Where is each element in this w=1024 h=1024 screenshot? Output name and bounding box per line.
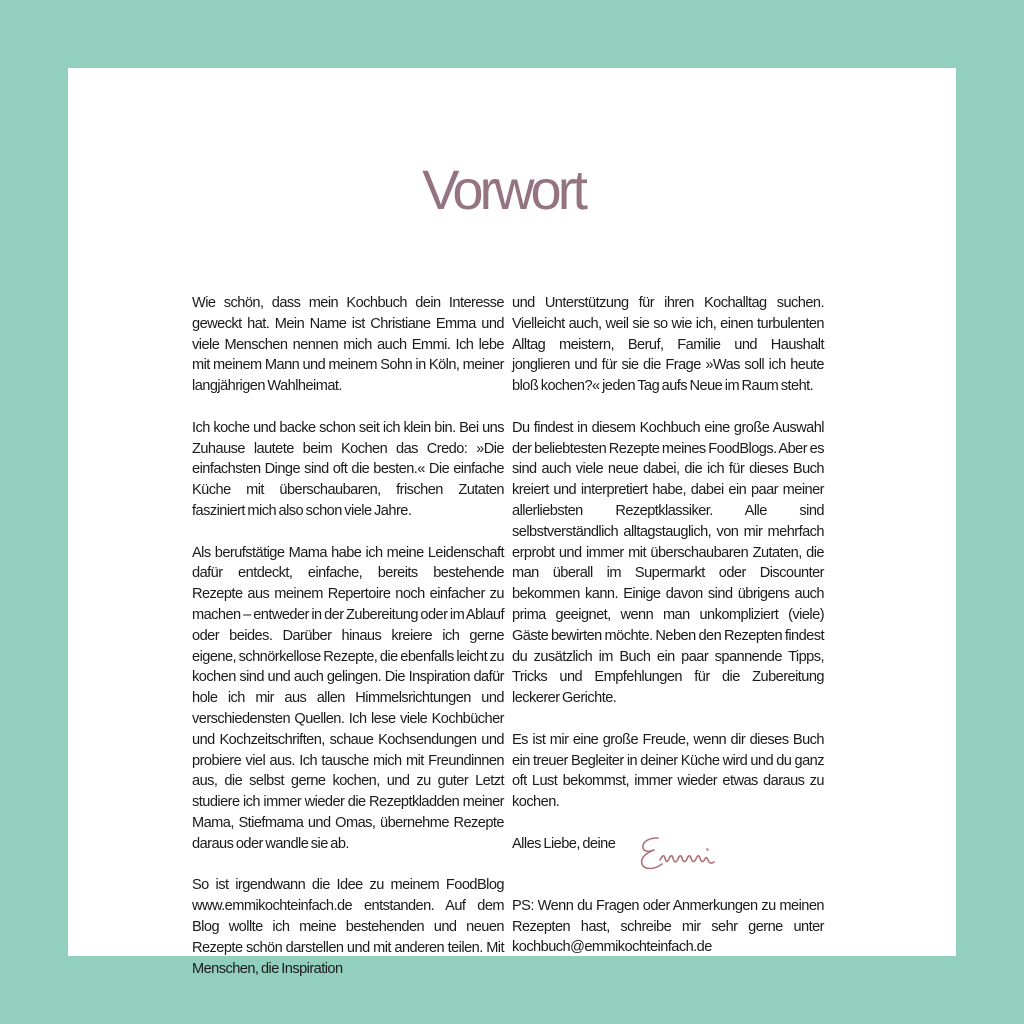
left-column bbox=[192, 293, 504, 1000]
paragraph-selection: Du findest in diesem Kochbuch eine große Auswahl der beliebtesten Rezepte meines FoodBlogs. Aber es sind auch viele neue dabei, die ich für dieses Buch kreiert und interpretiert habe, dabei ein paar meiner allerliebsten Rezeptklassiker. Alle sind selbstverständlich alltagstauglich, von mir mehrfach erprobt und immer mit überschaubaren Zutaten, die man überall im Supermarkt oder Discounter bekommen kann. Einige davon sind übrigens auch prima geeignet, wenn man unkompliziert (viele) Gäste bewirten möchte. Neben den Rezepten findest du zusätzlich im Buch ein paar spannende Tipps, Tricks und Empfehlungen für die Zubereitung leckerer Gerichte. bbox=[512, 419, 824, 707]
signoff bbox=[512, 834, 824, 896]
paragraph-support: und Unterstützung für ihren Kochalltag suchen. Vielleicht auch, weil sie so wie ich, einen turbulenten Alltag meistern, Beruf, Familie und Haushalt jonglieren und für sie die Frage »Was soll ich heute bloß kochen?« jeden Tag aufs Neue im Raum steht. bbox=[512, 295, 824, 395]
book-page bbox=[68, 68, 956, 977]
paragraph-blog: So ist irgendwann die Idee zu meinem FoodBlog www.emmikochteinfach.de entstanden. Auf dem Blog wollte ich meine bestehenden und neuen Rezepte schön darstellen und mit anderen teilen. Mit Menschen, die Inspiration bbox=[192, 877, 504, 977]
postscript: PS: Wenn du Fragen oder Anmerkungen zu meinen Rezepten hast, schreibe mir sehr gerne unter kochbuch@emmikochteinfach.de bbox=[512, 897, 824, 956]
paragraph-credo: Ich koche und backe schon seit ich klein bin. Bei uns Zuhause lautete beim Kochen das Credo: »Die einfachsten Dinge sind oft die besten.« Die einfache Küche mit überschaubaren, frischen Zutaten fasziniert mich also schon viele Jahre. bbox=[192, 419, 504, 519]
signature-image bbox=[634, 830, 730, 876]
paragraph-joy: Es ist mir eine große Freude, wenn dir dieses Buch ein treuer Begleiter in deiner Küche wird und du ganz oft Lust bekommst, immer wieder etwas daraus zu kochen. bbox=[512, 731, 824, 811]
paragraph-passion: Als berufstätige Mama habe ich meine Leidenschaft dafür entdeckt, einfache, bereits bestehende Rezepte aus meinem Repertoire noch einfacher zu machen – entweder in der Zubereitung oder im Ablauf oder beides. Darüber hinaus kreiere ich gerne eigene, schnörkellose Rezepte, die ebenfalls leicht zu kochen sind und auch gelingen. Die Inspiration dafür hole ich mir aus allen Himmelsrichtungen und verschiedensten Quellen. Ich lese viele Kochbücher und Kochzeitschriften, schaue Kochsendungen und probiere viel aus. Ich tausche mich mit Freundinnen aus, die selbst gerne kochen, und zu guter Letzt studiere ich immer wieder die Rezeptkladden meiner Mama, Stiefmama und Omas, übernehme Rezepte daraus oder wandle sie ab. bbox=[192, 544, 504, 852]
page-title: Vorwort bbox=[422, 158, 584, 221]
signoff-text: Alles Liebe, deine bbox=[512, 835, 616, 852]
paragraph-intro: Wie schön, dass mein Kochbuch dein Interesse geweckt hat. Mein Name ist Christiane Emma und viele Menschen nennen mich auch Emmi. Ich lebe mit meinem Mann und meinem Sohn in Köln, meiner langjährigen Wahlheimat. bbox=[192, 295, 504, 395]
right-column bbox=[512, 293, 824, 979]
